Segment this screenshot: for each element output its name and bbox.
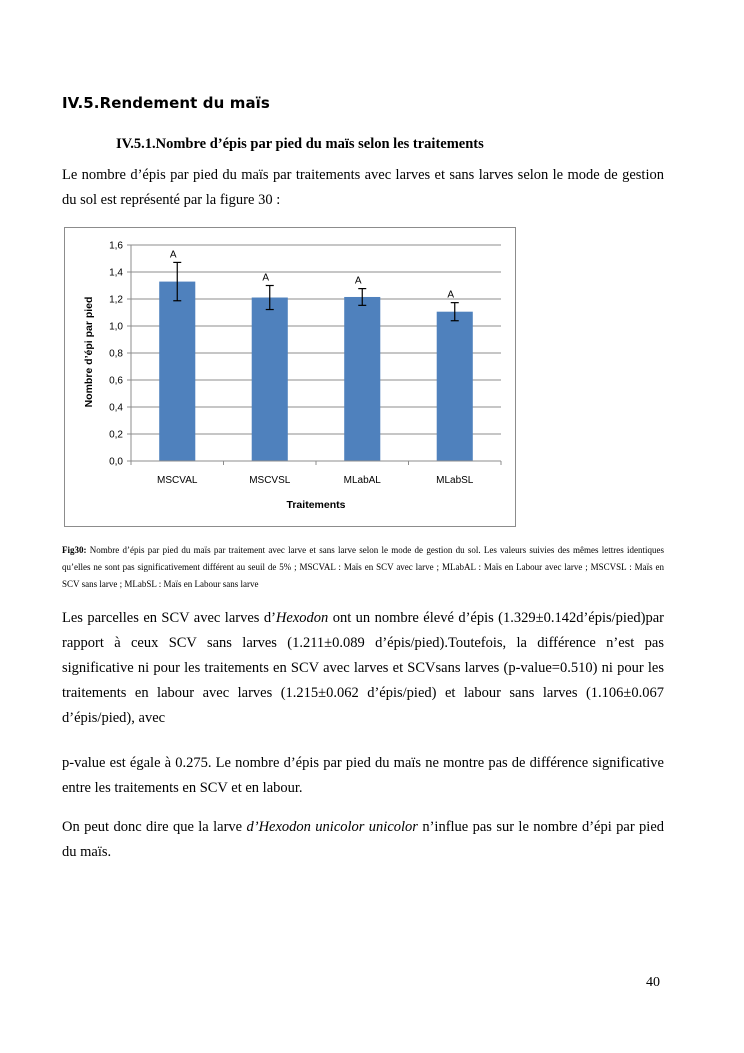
section-title: IV.5.Rendement du maïs xyxy=(62,94,270,112)
y-axis-label: Nombre d’épi par pied xyxy=(83,296,95,408)
results-text-end: ont un nombre élevé d’épis (1.329±0.142d’épis/pied)par rapport à ceux SCV sans larves (1.211±0.089 d’épis/pied).Toutefois, la différence n’est pas significative ni pour les traitements en SCV avec larves et SCVsans larves (p-value=0.510) ni pour les traitements en labour avec larves (1.215±0.062 d’épis/pied) et labour sans larves (1.106±0.067 d’épis/pied), avec xyxy=(62,610,664,726)
y-tick-label: 0,2 xyxy=(109,429,123,441)
x-tick-label: MSCVSL xyxy=(249,475,291,486)
bar-chart-svg xyxy=(65,228,515,526)
bar-chart xyxy=(64,227,516,527)
conclusion-species-name: d’Hexodon unicolor unicolor xyxy=(246,819,418,835)
conclusion-text-start: On peut donc dire que la larve xyxy=(62,819,247,835)
y-tick-label: 0,0 xyxy=(109,456,123,468)
chart-bars xyxy=(159,249,473,461)
y-tick-label: 1,4 xyxy=(109,267,123,279)
y-tick-label: 0,6 xyxy=(109,375,123,387)
bar-mscval xyxy=(159,282,195,461)
x-tick-label: MLabAL xyxy=(343,475,381,486)
x-tick-label: MSCVAL xyxy=(157,475,198,486)
intro-paragraph: Le nombre d’épis par pied du maïs par traitements avec larves et sans larves selon le mode de gestion du sol est représenté par la figure 30 : xyxy=(62,167,664,208)
significance-letter: A xyxy=(354,275,362,287)
bar-mlabal xyxy=(344,297,380,461)
subsection-title: IV.5.1.Nombre d’épis par pied du maïs selon les traitements xyxy=(116,136,484,152)
y-tick-label: 0,8 xyxy=(109,348,123,360)
conclusion-text-end: n’influe pas sur le nombre d’épi par pied du maïs. xyxy=(62,819,664,860)
significance-letter: A xyxy=(169,249,177,261)
figure-caption xyxy=(62,542,664,593)
caption-label: Fig30: xyxy=(62,545,87,555)
significance-letter: A xyxy=(262,272,270,284)
results-text-start: Les parcelles en SCV avec larves d’ xyxy=(62,610,276,626)
caption-text: Nombre d’épis par pied du maïs par traitement avec larve et sans larve selon le mode de gestion du sol. Les valeurs suivies des mêmes lettres identiques qu’elles ne sont pas significativement différent au seuil de 5% ; MSCVAL : Maïs en SCV avec larve ; MLabAL : Maïs en Labour avec larve ; MSCVSL : Maïs en SCV sans larve ; MLabSL : Maïs en Labour sans larve xyxy=(62,545,664,589)
y-tick-label: 1,0 xyxy=(109,321,123,333)
page-number: 40 xyxy=(646,975,660,990)
x-axis-label: Traitements xyxy=(286,499,346,511)
y-tick-label: 1,2 xyxy=(109,294,123,306)
results-paragraph xyxy=(62,606,664,731)
conclusion-paragraph xyxy=(62,815,664,865)
y-tick-label: 1,6 xyxy=(109,240,123,252)
bar-mlabsl xyxy=(437,312,473,461)
bar-mscvsl xyxy=(252,298,288,461)
x-tick-label: MLabSL xyxy=(436,475,474,486)
y-tick-label: 0,4 xyxy=(109,402,123,414)
significance-letter: A xyxy=(447,289,455,301)
results-species-name: Hexodon xyxy=(275,610,329,626)
pvalue-paragraph: p-value est égale à 0.275. Le nombre d’épis par pied du maïs ne montre pas de différence significative entre les traitements en SCV et en labour. xyxy=(62,755,664,796)
